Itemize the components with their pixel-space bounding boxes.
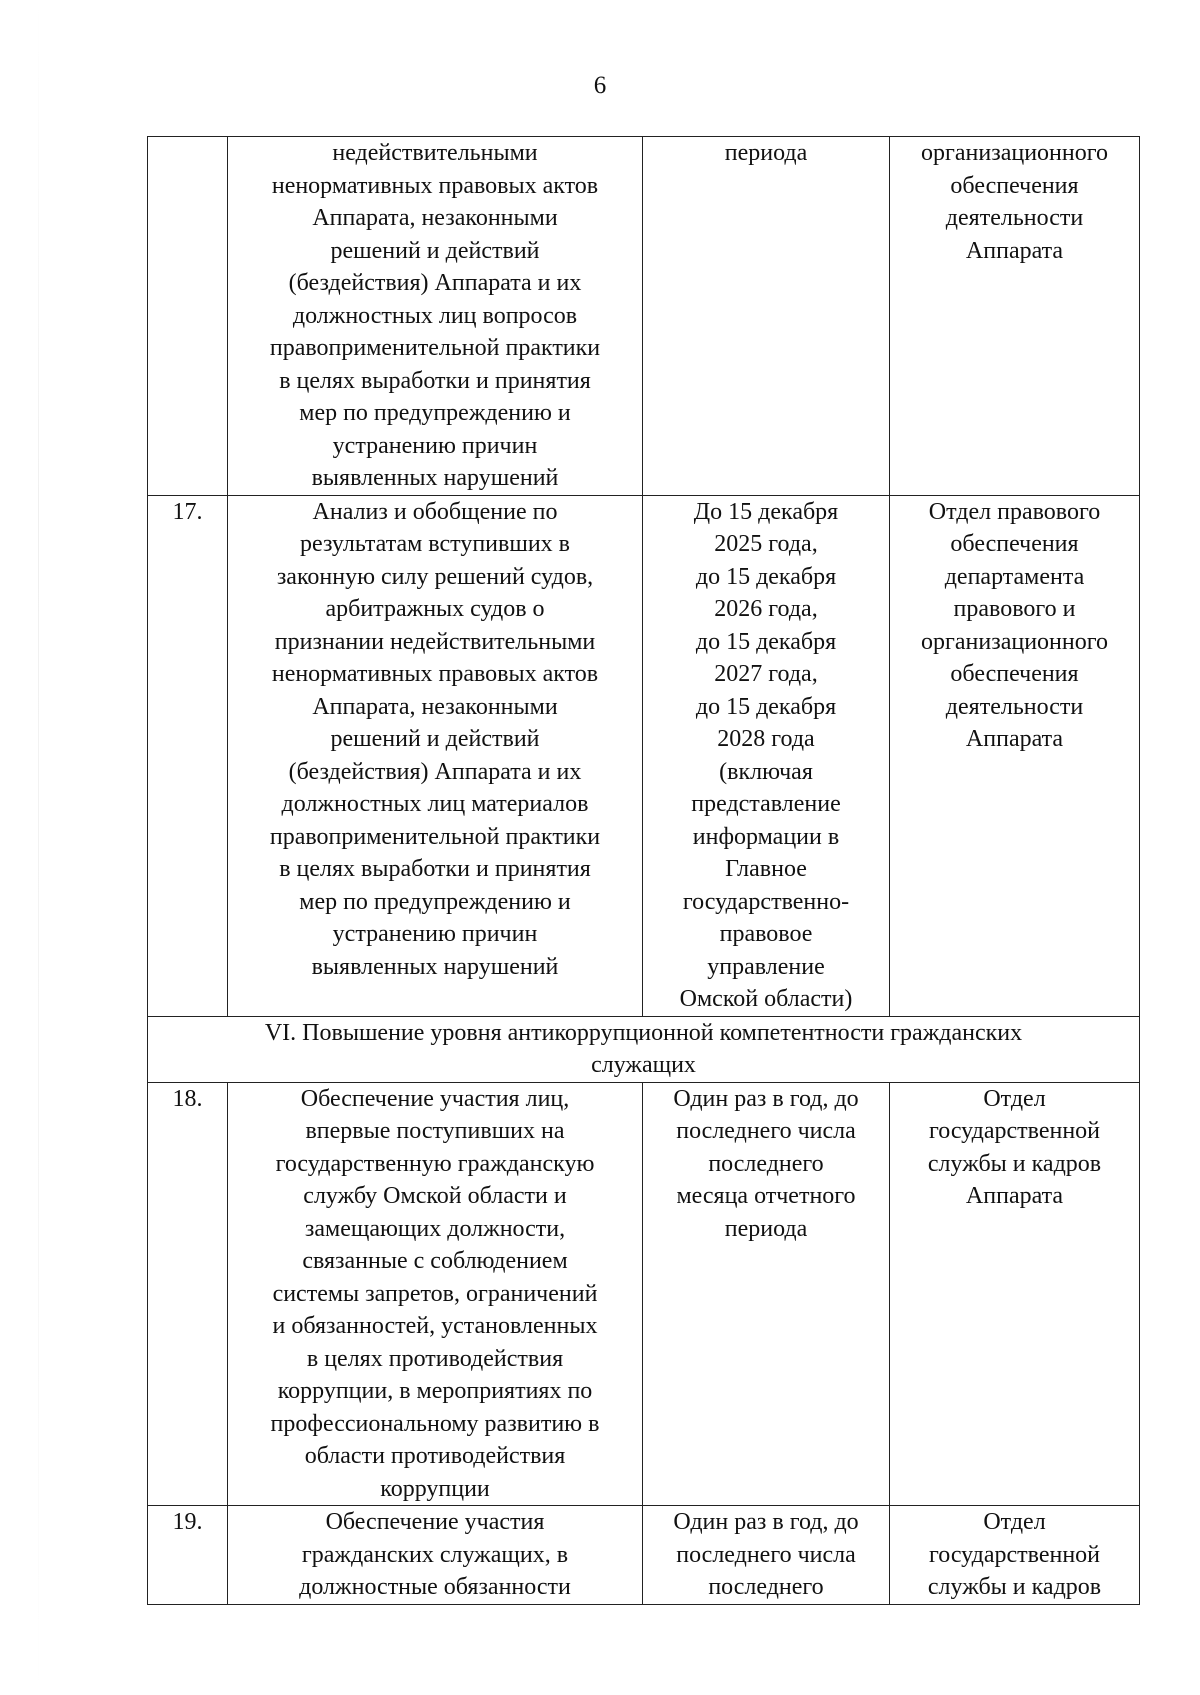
text-line: Аппарата <box>965 237 1064 264</box>
text-line: информации в <box>692 823 840 850</box>
text-line: связанные с соблюдением <box>302 1248 568 1274</box>
text-line: должностные обязанности <box>299 1574 571 1600</box>
text-line: деятельности <box>945 693 1084 720</box>
text-line: арбитражных судов о <box>325 596 545 622</box>
table-row <box>148 137 1140 496</box>
text-line: мер по предупреждению и <box>299 888 571 915</box>
text-line: месяца отчетного <box>676 1183 856 1209</box>
responsible-cell <box>890 1506 1140 1605</box>
text-line: (бездействия) Аппарата и их <box>288 758 582 785</box>
activity-cell <box>228 137 643 496</box>
text-line: управление <box>707 953 825 980</box>
activity-cell <box>228 1082 643 1506</box>
text-line: 2028 года <box>717 726 815 752</box>
text-line: службу Омской области и <box>303 1183 567 1209</box>
text-line: законную силу решений судов, <box>276 563 594 590</box>
text-line: Один раз в год, до <box>673 1509 859 1535</box>
text-line: государственно- <box>682 888 850 915</box>
text-line: недействительными <box>332 140 538 166</box>
text-line: последнего <box>708 1150 824 1177</box>
text-line: Обеспечение участия лиц, <box>300 1085 570 1112</box>
deadline-cell <box>643 1506 890 1605</box>
text-line: области противодействия <box>304 1443 566 1469</box>
text-line: ненормативных правовых актов <box>271 661 599 687</box>
text-line: службы и кадров <box>927 1150 1102 1177</box>
text-line: организационного <box>921 140 1108 166</box>
row-number-cell: 18. <box>148 1082 228 1506</box>
text-line: представление <box>691 791 841 817</box>
text-line: решений и действий <box>330 237 540 264</box>
text-line: государственной <box>928 1118 1101 1144</box>
text-line: правового и <box>953 596 1076 622</box>
text-line: 2026 года, <box>714 596 818 622</box>
text-line: до 15 декабря <box>695 628 837 655</box>
section-heading <box>148 1016 1140 1082</box>
text-line: ненормативных правовых актов <box>271 172 599 199</box>
text-line: обеспечения <box>950 661 1079 687</box>
text-line: выявленных нарушений <box>311 953 559 980</box>
text-line: служащих <box>591 1052 696 1078</box>
text-line: гражданских служащих, в <box>301 1541 569 1568</box>
activity-cell <box>228 495 643 1016</box>
text-line: департамента <box>944 563 1085 590</box>
text-line: (включая <box>719 758 813 785</box>
text-line: Главное <box>725 856 807 882</box>
text-line: обеспечения <box>950 531 1079 557</box>
page-number: 6 <box>593 72 607 99</box>
table-row <box>148 1082 1140 1506</box>
text-line: обеспечения <box>950 172 1079 199</box>
activity-cell <box>228 1506 643 1605</box>
responsible-cell <box>890 495 1140 1016</box>
text-line: устранению причин <box>332 921 538 947</box>
text-line: системы запретов, ограничений <box>272 1280 598 1307</box>
section-heading-row <box>148 1016 1140 1082</box>
text-line: решений и действий <box>330 726 540 752</box>
text-line: государственную гражданскую <box>275 1150 595 1177</box>
text-line: (бездействия) Аппарата и их <box>288 270 582 296</box>
text-line: в целях противодействия <box>306 1345 564 1372</box>
text-line: должностных лиц материалов <box>281 791 589 817</box>
text-line: VI. Повышение уровня антикоррупционной компетентности гражданских <box>264 1019 1023 1046</box>
text-line: периода <box>724 1215 808 1242</box>
responsible-cell <box>890 1082 1140 1506</box>
text-line: организационного <box>921 628 1108 655</box>
text-line: в целях выработки и принятия <box>279 367 591 394</box>
row-number-cell: 17. <box>148 495 228 1016</box>
text-line: признании недействительными <box>274 628 596 655</box>
text-line: До 15 декабря <box>693 498 839 525</box>
text-line: правоприменительной практики <box>269 823 601 850</box>
deadline-cell <box>643 137 890 496</box>
text-line: Обеспечение участия <box>325 1509 545 1535</box>
text-line: до 15 декабря <box>695 563 837 590</box>
text-line: должностных лиц вопросов <box>292 302 578 329</box>
text-line: впервые поступивших на <box>305 1118 565 1144</box>
text-line: Аппарата, незаконными <box>312 693 558 720</box>
row-number-cell: 19. <box>148 1506 228 1605</box>
text-line: службы и кадров <box>927 1574 1102 1600</box>
responsible-cell <box>890 137 1140 496</box>
text-line: последнего числа <box>676 1541 856 1568</box>
row-number-cell <box>148 137 228 496</box>
text-line: коррупции, в мероприятиях по <box>277 1378 593 1404</box>
text-line: в целях выработки и принятия <box>279 856 591 882</box>
deadline-cell <box>643 1082 890 1506</box>
text-line: деятельности <box>945 205 1084 231</box>
text-line: государственной <box>928 1541 1101 1568</box>
table-row <box>148 495 1140 1016</box>
text-line: правоприменительной практики <box>269 335 601 361</box>
text-line: 2027 года, <box>714 661 818 687</box>
table-row <box>148 1506 1140 1605</box>
text-line: Аппарата, незаконными <box>312 205 558 231</box>
text-line: профессиональному развитию в <box>270 1410 600 1437</box>
text-line: Аппарата <box>965 726 1064 752</box>
text-line: правовое <box>719 921 813 947</box>
text-line: последнего числа <box>676 1118 856 1144</box>
deadline-cell <box>643 495 890 1016</box>
text-line: Отдел <box>983 1085 1046 1112</box>
text-line: выявленных нарушений <box>311 465 559 491</box>
text-line: замещающих должности, <box>304 1215 566 1242</box>
scan-artifact <box>38 0 39 1695</box>
text-line: результатам вступивших в <box>300 531 570 557</box>
measures-table <box>147 136 1140 1605</box>
text-line: Отдел правового <box>928 498 1101 525</box>
text-line: 2025 года, <box>714 531 818 557</box>
text-line: Омской области) <box>679 986 853 1012</box>
text-line: Аппарата <box>965 1183 1064 1209</box>
text-line: коррупции <box>380 1475 490 1502</box>
text-line: устранению причин <box>332 432 538 459</box>
text-line: мер по предупреждению и <box>299 400 571 426</box>
text-line: периода <box>724 140 808 166</box>
text-line: Один раз в год, до <box>673 1085 859 1112</box>
text-line: до 15 декабря <box>695 693 837 720</box>
text-line: Отдел <box>983 1509 1046 1535</box>
text-line: последнего <box>708 1574 824 1600</box>
text-line: и обязанностей, установленных <box>272 1313 598 1339</box>
text-line: Анализ и обобщение по <box>312 498 558 525</box>
